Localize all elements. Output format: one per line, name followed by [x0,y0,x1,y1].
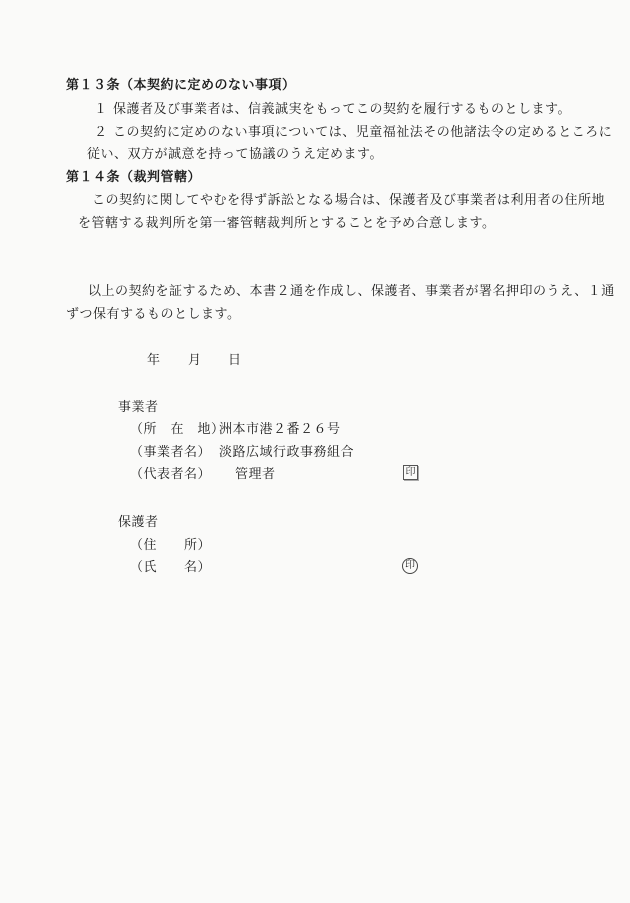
article-14-text-line-1: この契約に関してやむを得ず訴訟となる場合は、保護者及び事業者は利用者の住所地 [92,192,606,207]
item-2-text-line-1: この契約に定めのない事項については、児童福祉法その他諸法令の定めるところに [113,124,613,139]
guardian-section-title: 保護者 [118,514,159,529]
date-month-label: 月 [188,352,202,367]
date-day-label: 日 [228,352,242,367]
provider-address-label: （所 在 地） [130,421,225,436]
provider-representative-value: 管理者 [235,466,276,481]
provider-name-label: （事業者名） [130,444,212,459]
closing-clause-line-2: ずつ保有するものとします。 [66,306,241,321]
provider-section-title: 事業者 [118,399,159,414]
provider-address-value: 洲本市港２番２６号 [219,421,341,436]
article-14-heading: 第１４条（裁判管轄） [66,169,202,184]
item-1-number: １ [94,101,108,116]
item-2-number: ２ [94,124,108,139]
article-13-heading: 第１３条（本契約に定めのない事項） [66,77,296,92]
guardian-seal-icon: 印 [402,558,418,574]
date-year-label: 年 [147,352,161,367]
item-2-text-line-2: 従い、双方が誠意を持って協議のうえ定めます。 [87,146,383,161]
item-1-text: 保護者及び事業者は、信義誠実をもってこの契約を履行するものとします。 [113,101,571,116]
guardian-address-label: （住 所） [130,537,212,552]
provider-representative-label: （代表者名） [130,466,212,481]
provider-name-value: 淡路広域行政事務組合 [219,444,355,459]
guardian-name-label: （氏 名） [130,559,212,574]
provider-seal-icon: 印 [403,465,418,480]
closing-clause-line-1: 以上の契約を証するため、本書２通を作成し、保護者、事業者が署名押印のうえ、１通 [88,283,615,298]
article-14-text-line-2: を管轄する裁判所を第一審管轄裁判所とすることを予め合意します。 [78,215,496,230]
